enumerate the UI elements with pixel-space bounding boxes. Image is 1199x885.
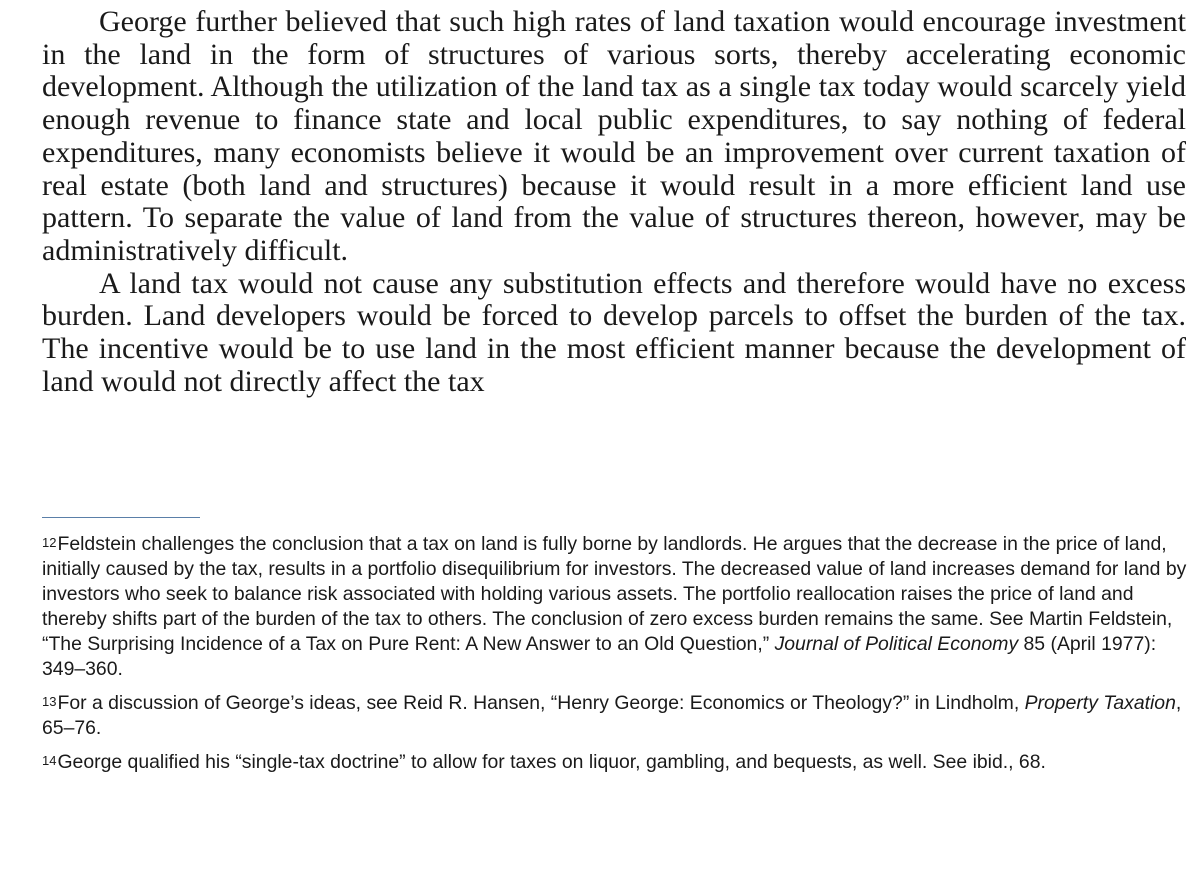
paragraph-land-tax-excess-burden: A land tax would not cause any substitution effects and therefore would have no excess burden. Land developers would be forced to develop parcels to offset the burden of the tax. The incentive would be to use land in the most efficient manner because the development of land would not directly affect the tax xyxy=(42,266,1186,398)
footnote-number: 12 xyxy=(42,535,57,550)
book-title: Property Taxation xyxy=(1024,692,1176,714)
journal-title: Journal of Political Economy xyxy=(774,633,1019,655)
citation-tail: 85 (April 1977): 349–360. xyxy=(42,633,1157,680)
footnote-text: Feldstein challenges the conclusion that a tax on land is fully borne by landlords. He argues that the decrease in the price of land, initially caused by the tax, results in a portfolio disequilibrium for investors. The decreased value of land increases demand for land by investors who seek to balance risk associated with holding various assets. The portfolio reallocation raises the price of land and thereby shifts part of the burden of the tax to others. The conclusion of zero excess burden remains the same. See Martin Feldstein, “The Surprising Incidence of a Tax on Pure Rent: A New Answer to an Old Question,” xyxy=(42,533,1187,655)
footnote-12 xyxy=(42,532,1190,682)
body-text xyxy=(42,6,1186,398)
citation-tail: , 65–76. xyxy=(42,692,1182,739)
paragraph-george-land-taxation: George further believed that such high rates of land taxation would encourage investment in the land in the form of structures of various sorts, thereby accelerating economic development. Although the utilization of the land tax as a single tax today would scarcely yield enough revenue to finance state and local public expenditures, to say nothing of federal expenditures, many economists believe it would be an improvement over current taxation of real estate (both land and structures) because it would result in a more efficient land use pattern. To separate the value of land from the value of structures thereon, however, may be administratively difficult. xyxy=(42,5,1186,267)
footnote-number: 13 xyxy=(42,694,57,709)
footnote-number: 14 xyxy=(42,753,57,768)
footnote-text: For a discussion of George’s ideas, see Reid R. Hansen, “Henry George: Economics or Theology?” in Lindholm, xyxy=(57,692,1025,714)
footnotes xyxy=(42,532,1190,784)
footnote-14 xyxy=(42,750,1190,775)
footnote-text: George qualified his “single-tax doctrine” to allow for taxes on liquor, gambling, and bequests, as well. See ibid., 68. xyxy=(57,751,1046,773)
footnote-separator xyxy=(42,517,200,518)
footnote-13 xyxy=(42,691,1190,741)
